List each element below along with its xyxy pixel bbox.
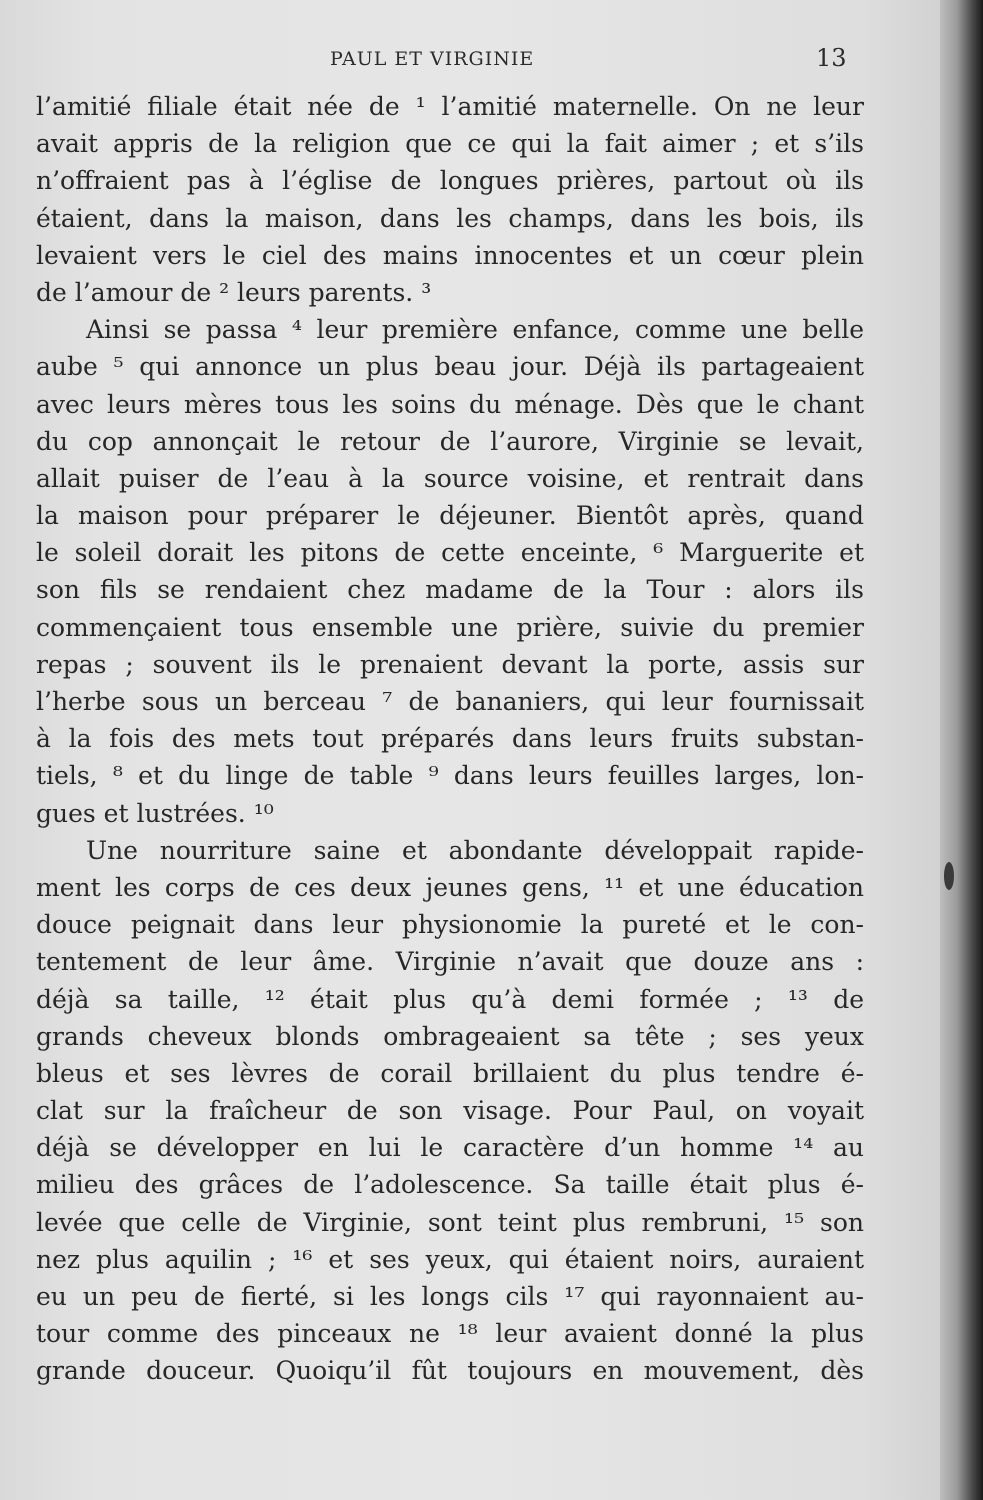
text-line: allait puiser de l’eau à la source voisine, et rentrait dans: [36, 463, 864, 493]
text-line: l’herbe sous un berceau ⁷ de bananiers, qui leur fournissait: [36, 687, 864, 716]
text-line: du cop annonçait le retour de l’aurore, Virginie se levait,: [36, 426, 864, 456]
text-line: la maison pour préparer le déjeuner. Bientôt après, quand: [36, 501, 864, 531]
page-number: 13: [816, 44, 847, 72]
text-line: douce peignait dans leur physionomie la pureté et le con-: [36, 910, 864, 940]
text-line: Ainsi se passa ⁴ leur première enfance, comme une belle: [86, 315, 864, 345]
text-line: à la fois des mets tout préparés dans leurs fruits substan-: [36, 724, 864, 754]
text-line: grands cheveux blonds ombrageaient sa tête ; ses yeux: [36, 1021, 864, 1051]
text-line: n’offraient pas à l’église de longues prières, partout où ils: [36, 166, 864, 196]
ink-blot: [944, 862, 954, 890]
running-title: PAUL ET VIRGINIE: [330, 48, 535, 70]
text-line: repas ; souvent ils le prenaient devant la porte, assis sur: [36, 649, 864, 679]
text-line: avec leurs mères tous les soins du ménage. Dès que le chant: [36, 389, 864, 419]
text-line: milieu des grâces de l’adolescence. Sa taille était plus é-: [36, 1170, 864, 1200]
text-line: l’amitié filiale était née de ¹ l’amitié maternelle. On ne leur: [36, 92, 864, 121]
text-line: aube ⁵ qui annonce un plus beau jour. Déjà ils partageaient: [36, 352, 864, 382]
text-line: grande douceur. Quoiqu’il fût toujours en mouvement, dès: [36, 1356, 864, 1386]
text-line: déjà se développer en lui le caractère d’un homme ¹⁴ au: [36, 1133, 864, 1163]
text-line: avait appris de la religion que ce qui la fait aimer ; et s’ils: [36, 129, 864, 159]
text-line: déjà sa taille, ¹² était plus qu’à demi formée ; ¹³ de: [36, 984, 864, 1014]
text-line: clat sur la fraîcheur de son visage. Pour Paul, on voyait: [36, 1096, 864, 1126]
page-header: [0, 44, 958, 74]
text-line: de l’amour de ² leurs parents. ³: [36, 277, 432, 307]
text-line: tentement de leur âme. Virginie n’avait que douze ans :: [36, 947, 864, 977]
text-line: commençaient tous ensemble une prière, suivie du premier: [36, 612, 864, 642]
text-line: Une nourriture saine et abondante développait rapide-: [86, 835, 864, 865]
text-line: tiels, ⁸ et du linge de table ⁹ dans leurs feuilles larges, lon-: [36, 761, 864, 791]
text-line: le soleil dorait les pitons de cette enceinte, ⁶ Marguerite et: [36, 538, 864, 568]
text-line: gues et lustrées. ¹⁰: [36, 798, 274, 828]
page-edge-shadow: [940, 0, 983, 1500]
text-line: son fils se rendaient chez madame de la Tour : alors ils: [36, 575, 864, 605]
text-line: nez plus aquilin ; ¹⁶ et ses yeux, qui étaient noirs, auraient: [36, 1244, 864, 1274]
body-text: [36, 88, 864, 1390]
text-line: eu un peu de fierté, si les longs cils ¹⁷ qui rayonnaient au-: [36, 1282, 864, 1311]
text-line: ment les corps de ces deux jeunes gens, ¹¹ et une éducation: [36, 872, 864, 902]
text-line: tour comme des pinceaux ne ¹⁸ leur avaient donné la plus: [36, 1319, 864, 1349]
text-line: bleus et ses lèvres de corail brillaient du plus tendre é-: [36, 1058, 864, 1088]
text-line: étaient, dans la maison, dans les champs, dans les bois, ils: [36, 203, 864, 233]
text-line: levaient vers le ciel des mains innocentes et un cœur plein: [36, 240, 864, 270]
text-line: levée que celle de Virginie, sont teint plus rembruni, ¹⁵ son: [36, 1207, 864, 1237]
